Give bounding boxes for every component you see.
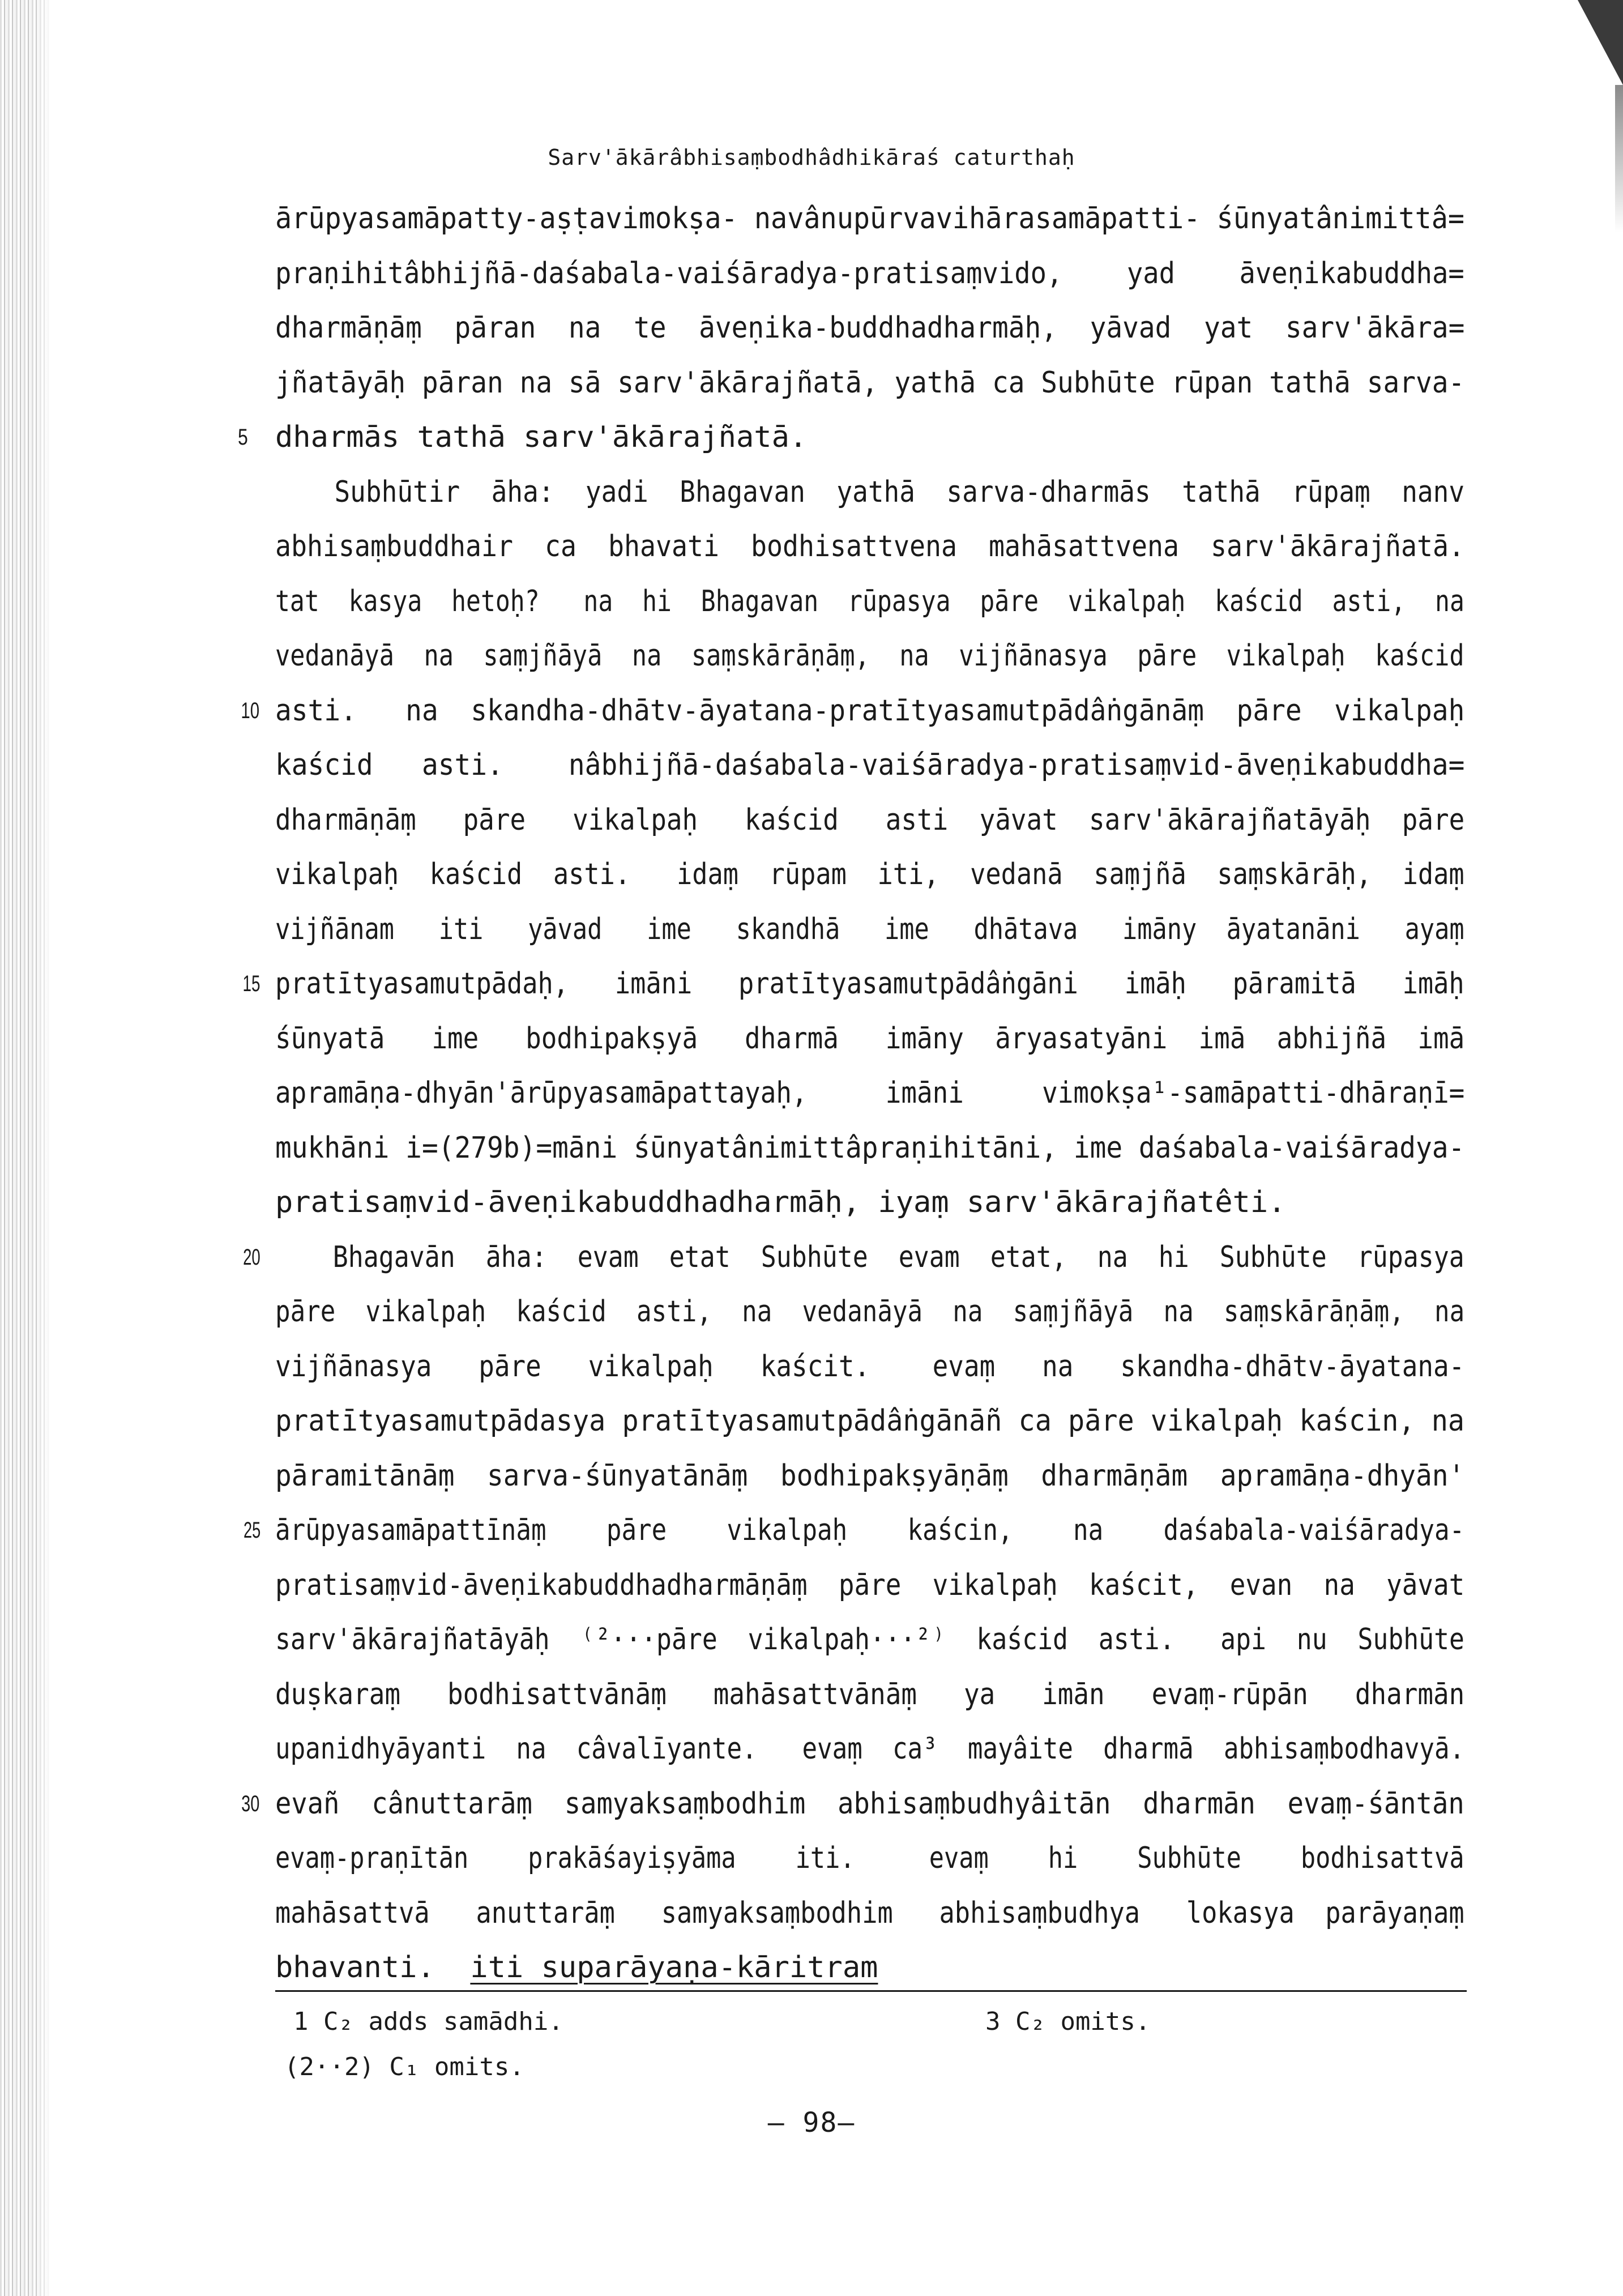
scan-edge-artifact	[0, 0, 52, 2296]
line-text: mahāsattvā anuttarāṃ samyaksaṃbodhim abhisaṃbudhya lokasya parāyaṇaṃ	[275, 1896, 1464, 1930]
line-number: 10	[241, 698, 260, 723]
line-text: Subhūtir āha: yadi Bhagavan yathā sarva-dharmās tathā rūpaṃ nanv	[334, 475, 1465, 509]
scan-corner-artifact	[1578, 0, 1623, 85]
text-line	[275, 1066, 1465, 1121]
text-line	[275, 191, 1465, 246]
text-line	[243, 1230, 1464, 1285]
text-line	[275, 902, 1464, 957]
line-text: abhisaṃbuddhair ca bhavati bodhisattvena mahāsattvena sarv'ākārajñatā.	[275, 530, 1464, 564]
text-line	[275, 1339, 1465, 1394]
text-line	[275, 629, 1464, 684]
line-text: vikalpaḥ kaścid asti. idaṃ rūpam iti, vedanā saṃjñā saṃskārāḥ, idaṃ	[275, 857, 1464, 891]
line-text: pratisaṃvid-āveṇikabuddhadharmāṇāṃ pāre vikalpaḥ kaścit, evan na yāvat	[275, 1568, 1465, 1602]
footnote-row	[275, 1999, 1467, 2045]
text-line	[275, 465, 1465, 520]
line-text: pratītyasamutpādaḥ, imāni pratītyasamutpādâṅgāni imāḥ pāramitā imāḥ	[275, 967, 1464, 1001]
running-header: Sarv'ākārâbhisaṃbodhâdhikāraś caturthaḥ	[548, 145, 1075, 170]
footnotes	[275, 1999, 1467, 2090]
text-line	[275, 1667, 1465, 1722]
footnote-3: 3 C₂ omits.	[985, 2007, 1151, 2036]
text-line	[275, 1831, 1464, 1886]
line-text: duṣkaraṃ bodhisattvānāṃ mahāsattvānāṃ ya imān evaṃ-rūpān dharmān	[275, 1677, 1465, 1712]
line-text: vedanāyā na saṃjñāyā na saṃskārāṇāṃ, na vijñānasya pāre vikalpaḥ kaścid	[275, 639, 1464, 673]
line-text: tat kasya hetoḥ? na hi Bhagavan rūpasya pāre vikalpaḥ kaścid asti, na	[275, 584, 1464, 618]
line-text: śūnyatā ime bodhipakṣyā dharmā imāny āryasatyāni imā abhijñā imā	[275, 1021, 1465, 1056]
line-number: 5	[238, 425, 248, 450]
spacer	[435, 1951, 471, 1985]
text-line-final	[275, 1940, 1464, 1995]
footnote-divider	[275, 1990, 1467, 1992]
line-number: 15	[242, 971, 260, 996]
line-number: 25	[243, 1518, 261, 1543]
text-line	[275, 738, 1465, 793]
line-text: jñatāyāḥ pāran na sā sarv'ākārajñatā, yathā ca Subhūte rūpan tathā sarva-	[275, 365, 1465, 400]
text-line	[275, 1449, 1465, 1504]
line-text: sarv'ākārajñatāyāḥ ⁽²···pāre vikalpaḥ···²⁾ kaścid asti. api nu Subhūte	[275, 1623, 1464, 1657]
text-line	[242, 957, 1464, 1012]
text-line	[275, 793, 1465, 848]
text-line	[275, 1558, 1465, 1613]
text-line	[275, 246, 1464, 301]
line-number: 20	[243, 1244, 260, 1270]
main-text-block	[238, 191, 1465, 1995]
text-line	[275, 1284, 1465, 1339]
line-text: praṇihitâbhijñā-daśabala-vaiśāradya-pratisaṃvido, yad āveṇikabuddha=	[275, 256, 1464, 291]
line-text: pāre vikalpaḥ kaścid asti, na vedanāyā na saṃjñāyā na saṃskārāṇāṃ, na	[275, 1295, 1465, 1329]
line-text: bhavanti.	[275, 1951, 435, 1985]
line-text: dharmās tathā sarv'ākārajñatā.	[275, 420, 808, 454]
colophon-title: iti suparāyaṇa-kāritram	[470, 1951, 878, 1985]
text-line	[275, 519, 1464, 574]
line-text: dharmāṇāṃ pāran na te āveṇika-buddhadharmāḥ, yāvad yat sarv'ākāra=	[275, 311, 1465, 345]
text-line	[275, 1175, 1464, 1230]
line-text: ārūpyasamāpattīnāṃ pāre vikalpaḥ kaścin, na daśabala-vaiśāradya-	[275, 1513, 1465, 1547]
page-number: — 98—	[767, 2107, 856, 2139]
text-line	[243, 1503, 1465, 1558]
text-line	[241, 684, 1465, 739]
footnote-2: (2··2) C₁ omits.	[284, 2052, 524, 2081]
text-line	[275, 1722, 1465, 1777]
line-text: mukhāni i=(279b)=māni śūnyatânimittâpraṇihitāni, ime daśabala-vaiśāradya-	[275, 1130, 1465, 1165]
line-text: pratisaṃvid-āveṇikabuddhadharmāḥ, iyaṃ sarv'ākārajñatêti.	[275, 1185, 1286, 1219]
line-number: 30	[241, 1791, 260, 1816]
text-line	[241, 1777, 1464, 1832]
text-line	[275, 1121, 1465, 1176]
line-text: evaṃ-praṇītān prakāśayiṣyāma iti. evaṃ hi Subhūte bodhisattvā	[275, 1841, 1464, 1875]
text-line	[275, 574, 1464, 629]
text-line	[238, 410, 1464, 465]
text-line	[275, 1394, 1465, 1449]
line-text: pāramitānāṃ sarva-śūnyatānāṃ bodhipakṣyāṇāṃ dharmāṇām apramāṇa-dhyān'	[275, 1458, 1465, 1493]
line-text: Bhagavān āha: evam etat Subhūte evam etat, na hi Subhūte rūpasya	[332, 1240, 1464, 1274]
text-line	[275, 847, 1464, 902]
line-text: upanidhyāyanti na câvalīyante. evaṃ ca³ mayâite dharmā abhisaṃbodhavyā.	[275, 1732, 1465, 1766]
line-text: asti. na skandha-dhātv-āyatana-pratītyasamutpādâṅgānāṃ pāre vikalpaḥ	[275, 693, 1465, 728]
line-text: evañ cânuttarāṃ samyaksaṃbodhim abhisaṃbudhyâitān dharmān evaṃ-śāntān	[275, 1786, 1464, 1821]
footnote-row	[275, 2045, 1467, 2090]
line-text: vijñānasya pāre vikalpaḥ kaścit. evaṃ na skandha-dhātv-āyatana-	[275, 1349, 1465, 1384]
line-text: dharmāṇāṃ pāre vikalpaḥ kaścid asti yāvat sarv'ākārajñatāyāḥ pāre	[275, 803, 1465, 837]
text-line	[275, 1886, 1464, 1941]
line-text: apramāṇa-dhyān'ārūpyasamāpattayaḥ, imāni vimokṣa¹-samāpatti-dhāraṇī=	[275, 1076, 1465, 1110]
line-text: ārūpyasamāpatty-aṣṭavimokṣa- navânupūrvavihārasamāpatti- śūnyatânimittâ=	[275, 202, 1465, 236]
line-text: vijñānam iti yāvad ime skandhā ime dhātava imāny āyatanāni ayaṃ	[275, 912, 1464, 946]
line-text: kaścid asti. nâbhijñā-daśabala-vaiśāradya-pratisaṃvid-āveṇikabuddha=	[275, 748, 1465, 782]
line-text: pratītyasamutpādasya pratītyasamutpādâṅgānāñ ca pāre vikalpaḥ kaścin, na	[275, 1404, 1465, 1438]
text-line	[275, 356, 1465, 411]
text-line	[275, 1012, 1465, 1066]
text-line	[275, 301, 1465, 356]
footnote-1: 1 C₂ adds samādhi.	[293, 2007, 563, 2036]
text-line	[275, 1612, 1464, 1667]
